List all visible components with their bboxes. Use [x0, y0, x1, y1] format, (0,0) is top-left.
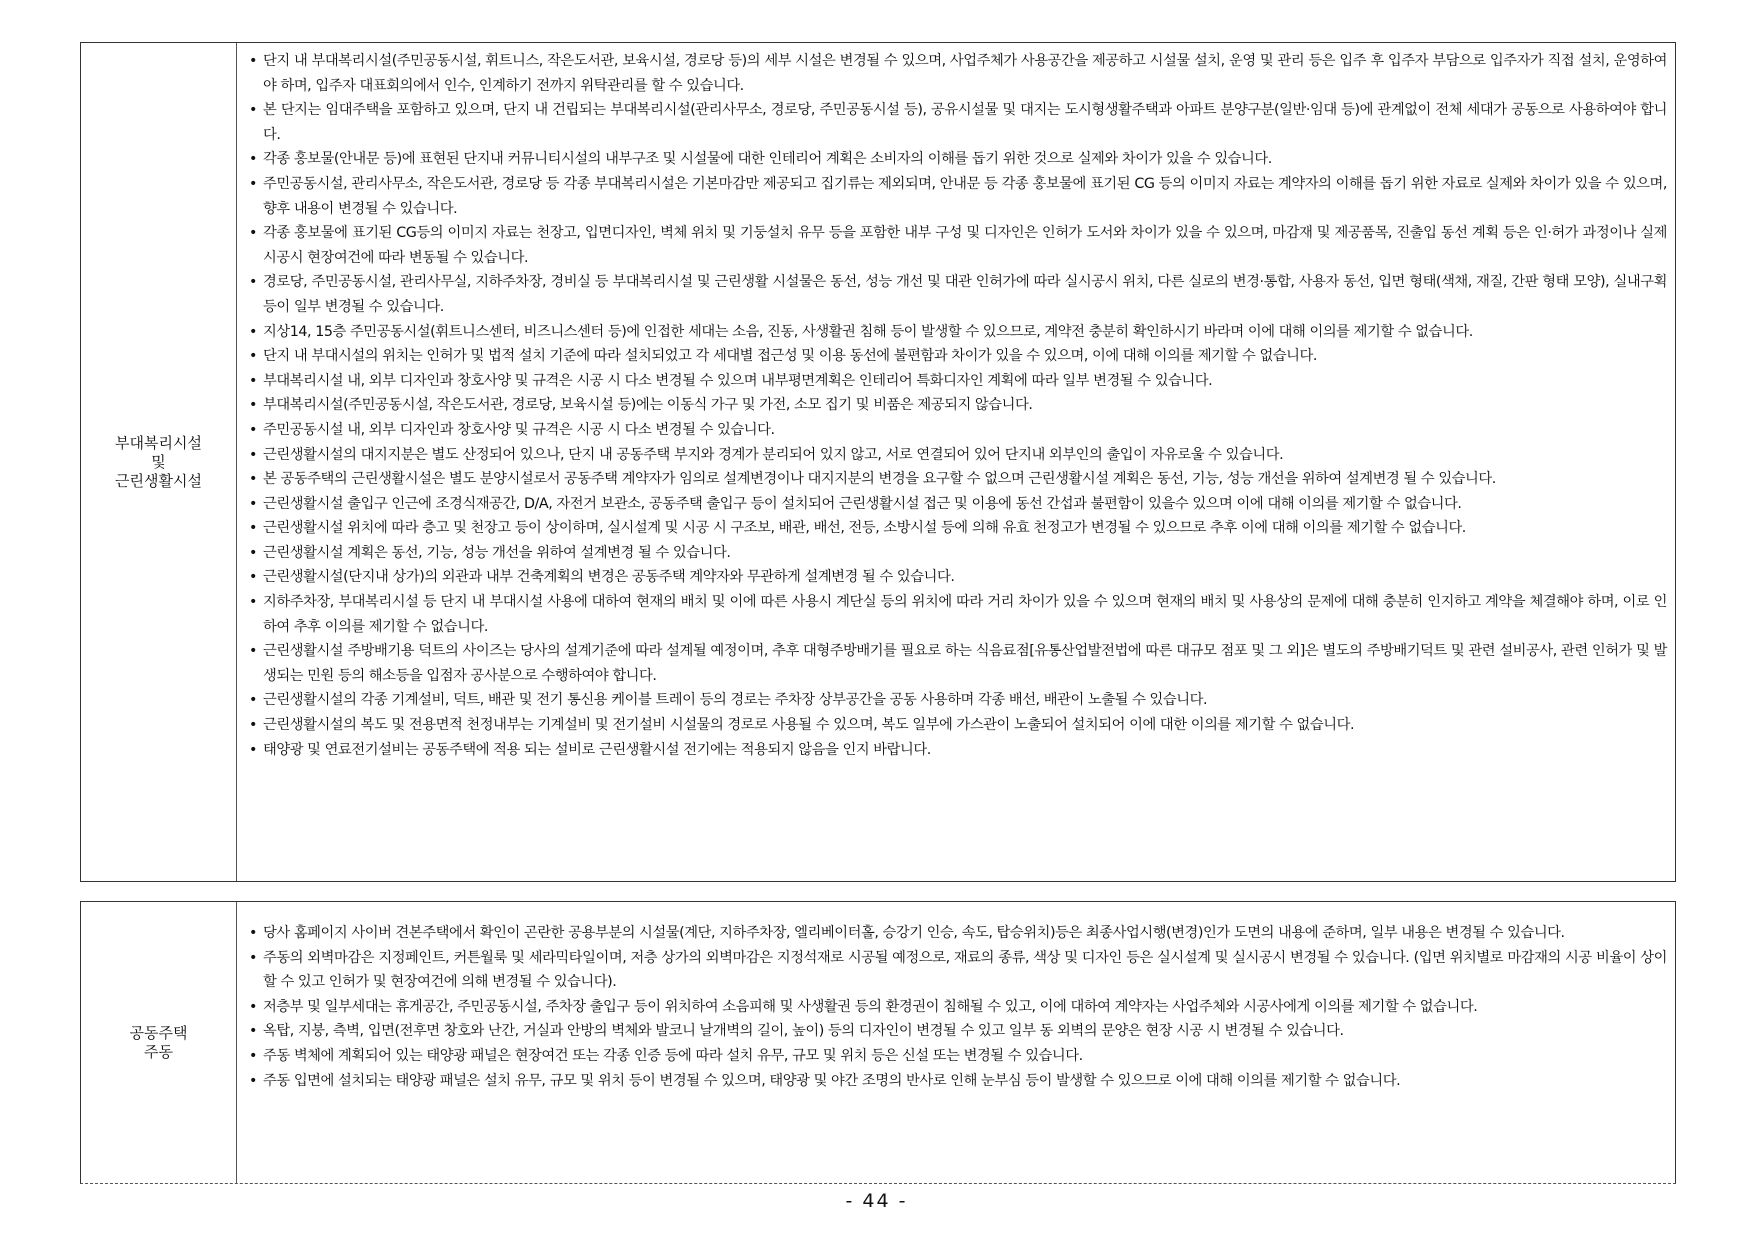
category-label-line: 근린생활시설 — [115, 471, 202, 490]
notice-item: • 본 단지는 임대주택을 포함하고 있으며, 단지 내 건립되는 부대복리시설(관리사무소, 경로당, 주민공동시설 등), 공유시설물 및 대지는 도시형생활주택과 아파트 분양구분(일반·임대 등)에 관계없이 전체 세대가 공동으로 사용하여야 합니다. — [247, 98, 1667, 147]
notice-list — [237, 43, 1675, 881]
notice-item: • 당사 홈페이지 사이버 견본주택에서 확인이 곤란한 공용부분의 시설물(계단, 지하주차장, 엘리베이터홀, 승강기 인승, 속도, 탑승위치)등은 최종사업시행(변경)인가 도면의 내용에 준하며, 일부 내용은 변경될 수 있습니다. — [247, 921, 1667, 946]
notice-item: • 지상14, 15층 주민공동시설(휘트니스센터, 비즈니스센터 등)에 인접한 세대는 소음, 진동, 사생활권 침해 등이 발생할 수 있으므로, 계약전 충분히 확인하시기 바라며 이에 대해 이의를 제기할 수 없습니다. — [247, 320, 1667, 345]
notice-item: • 주민공동시설, 관리사무소, 작은도서관, 경로당 등 각종 부대복리시설은 기본마감만 제공되고 집기류는 제외되며, 안내문 등 각종 홍보물에 표기된 CG 등의 이미지 자료는 계약자의 이해를 돕기 위한 자료로 실제와 차이가 있을 수 있으며, 향후 내용이 변경될 수 있습니다. — [247, 172, 1667, 221]
notice-section-apartment-buildings — [80, 901, 1676, 1184]
notice-item: • 경로당, 주민공동시설, 관리사무실, 지하주차장, 경비실 등 부대복리시설 및 근린생활 시설물은 동선, 성능 개선 및 대관 인허가에 따라 실시공시 위치, 다른 실로의 변경·통합, 사용자 동선, 입면 형태(색채, 재질, 간판 형태 모양), 실내구획 등이 일부 변경될 수 있습니다. — [247, 270, 1667, 319]
category-cell — [81, 43, 237, 881]
notice-item: • 태양광 및 연료전기설비는 공동주택에 적용 되는 설비로 근린생활시설 전기에는 적용되지 않음을 인지 바랍니다. — [247, 738, 1667, 763]
notice-item: • 부대복리시설 내, 외부 디자인과 창호사양 및 규격은 시공 시 다소 변경될 수 있으며 내부평면계획은 인테리어 특화디자인 계획에 따라 일부 변경될 수 있습니다. — [247, 369, 1667, 394]
notice-item: • 근린생활시설 주방배기용 덕트의 사이즈는 당사의 설계기준에 따라 설계될 예정이며, 추후 대형주방배기를 필요로 하는 식음료점[유통산업발전법에 따른 대규모 점포 및 그 외]은 별도의 주방배기덕트 및 관련 설비공사, 관련 인허가 및 발생되는 민원 등의 해소등을 입점자 공사분으로 수행하여야 합니다. — [247, 639, 1667, 688]
page-number: - 44 - — [845, 1190, 908, 1212]
category-label-line: 및 — [151, 452, 166, 471]
category-label-line: 부대복리시설 — [115, 433, 202, 452]
category-label-line: 공동주택 — [129, 1023, 188, 1042]
notice-item: • 주민공동시설 내, 외부 디자인과 창호사양 및 규격은 시공 시 다소 변경될 수 있습니다. — [247, 418, 1667, 443]
notice-item: • 저층부 및 일부세대는 휴게공간, 주민공동시설, 주차장 출입구 등이 위치하여 소음피해 및 사생활권 등의 환경권이 침해될 수 있고, 이에 대하여 계약자는 사업주체와 시공사에게 이의를 제기할 수 없습니다. — [247, 995, 1667, 1020]
notice-item: • 단지 내 부대시설의 위치는 인허가 및 법적 설치 기준에 따라 설치되었고 각 세대별 접근성 및 이용 동선에 불편함과 차이가 있을 수 있으며, 이에 대해 이의를 제기할 수 없습니다. — [247, 344, 1667, 369]
notice-item: • 근린생활시설의 대지지분은 별도 산정되어 있으나, 단지 내 공동주택 부지와 경계가 분리되어 있지 않고, 서로 연결되어 있어 단지내 외부인의 출입이 자유로울 수 있습니다. — [247, 443, 1667, 468]
notice-item: • 옥탑, 지붕, 측벽, 입면(전후면 창호와 난간, 거실과 안방의 벽체와 발코니 날개벽의 길이, 높이) 등의 디자인이 변경될 수 있고 일부 동 외벽의 문양은 현장 시공 시 변경될 수 있습니다. — [247, 1019, 1667, 1044]
notice-item: • 근린생활시설 계획은 동선, 기능, 성능 개선을 위하여 설계변경 될 수 있습니다. — [247, 541, 1667, 566]
notice-item: • 주동 입면에 설치되는 태양광 패널은 설치 유무, 규모 및 위치 등이 변경될 수 있으며, 태양광 및 야간 조명의 반사로 인해 눈부심 등이 발생할 수 있으므로 이에 대해 이의를 제기할 수 없습니다. — [247, 1069, 1667, 1094]
notice-item: • 근린생활시설의 각종 기계설비, 덕트, 배관 및 전기 통신용 케이블 트레이 등의 경로는 주차장 상부공간을 공동 사용하며 각종 배선, 배관이 노출될 수 있습니다. — [247, 688, 1667, 713]
category-cell — [81, 902, 237, 1183]
notice-item: • 주동의 외벽마감은 지정페인트, 커튼월룩 및 세라믹타일이며, 저층 상가의 외벽마감은 지정석재로 시공될 예정으로, 재료의 종류, 색상 및 디자인 등은 실시설계 및 실시공시 변경될 수 있습니다. (입면 위치별로 마감재의 시공 비율이 상이할 수 있고 인허가 및 현장여건에 의해 변경될 수 있습니다). — [247, 946, 1667, 995]
notice-section-amenities — [80, 42, 1676, 882]
notice-item: • 근린생활시설 출입구 인근에 조경식재공간, D/A, 자전거 보관소, 공동주택 출입구 등이 설치되어 근린생활시설 접근 및 이용에 동선 간섭과 불편함이 있을수 있으며 이에 대해 이의를 제기할 수 없습니다. — [247, 492, 1667, 517]
category-label-line: 주동 — [144, 1042, 173, 1061]
notice-item: • 근린생활시설 위치에 따라 층고 및 천장고 등이 상이하며, 실시설계 및 시공 시 구조보, 배관, 배선, 전등, 소방시설 등에 의해 유효 천정고가 변경될 수 있으므로 추후 이에 대해 이의를 제기할 수 없습니다. — [247, 516, 1667, 541]
notice-item: • 근린생활시설(단지내 상가)의 외관과 내부 건축계획의 변경은 공동주택 계약자와 무관하게 설계변경 될 수 있습니다. — [247, 565, 1667, 590]
notice-item: • 본 공동주택의 근린생활시설은 별도 분양시설로서 공동주택 계약자가 임의로 설계변경이나 대지지분의 변경을 요구할 수 없으며 근린생활시설 계획은 동선, 기능, 성능 개선을 위하여 설계변경 될 수 있습니다. — [247, 467, 1667, 492]
notice-list — [237, 902, 1675, 1183]
notice-item: • 각종 홍보물에 표기된 CG등의 이미지 자료는 천장고, 입면디자인, 벽체 위치 및 기둥설치 유무 등을 포함한 내부 구성 및 디자인은 인허가 도서와 차이가 있을 수 있으며, 마감재 및 제공품목, 진출입 동선 계획 등은 인·허가 과정이나 실제 시공시 현장여건에 따라 변동될 수 있습니다. — [247, 221, 1667, 270]
notice-item: • 단지 내 부대복리시설(주민공동시설, 휘트니스, 작은도서관, 보육시설, 경로당 등)의 세부 시설은 변경될 수 있으며, 사업주체가 사용공간을 제공하고 시설물 설치, 운영 및 관리 등은 입주 후 입주자 부담으로 입주자가 직접 설치, 운영하여야 하며, 입주자 대표회의에서 인수, 인계하기 전까지 위탁관리를 할 수 있습니다. — [247, 49, 1667, 98]
notice-item: • 지하주차장, 부대복리시설 등 단지 내 부대시설 사용에 대하여 현재의 배치 및 이에 따른 사용시 계단실 등의 위치에 따라 거리 차이가 있을 수 있으며 현재의 배치 및 사용상의 문제에 대해 충분히 인지하고 계약을 체결해야 하며, 이로 인하여 추후 이의를 제기할 수 없습니다. — [247, 590, 1667, 639]
notice-item: • 각종 홍보물(안내문 등)에 표현된 단지내 커뮤니티시설의 내부구조 및 시설물에 대한 인테리어 계획은 소비자의 이해를 돕기 위한 것으로 실제와 차이가 있을 수 있습니다. — [247, 147, 1667, 172]
notice-item: • 부대복리시설(주민공동시설, 작은도서관, 경로당, 보육시설 등)에는 이동식 가구 및 가전, 소모 집기 및 비품은 제공되지 않습니다. — [247, 393, 1667, 418]
notice-item: • 근린생활시설의 복도 및 전용면적 천정내부는 기계설비 및 전기설비 시설물의 경로로 사용될 수 있으며, 복도 일부에 가스관이 노출되어 설치되어 이에 대한 이의를 제기할 수 없습니다. — [247, 713, 1667, 738]
notice-item: • 주동 벽체에 계획되어 있는 태양광 패널은 현장여건 또는 각종 인증 등에 따라 설치 유무, 규모 및 위치 등은 신설 또는 변경될 수 있습니다. — [247, 1044, 1667, 1069]
